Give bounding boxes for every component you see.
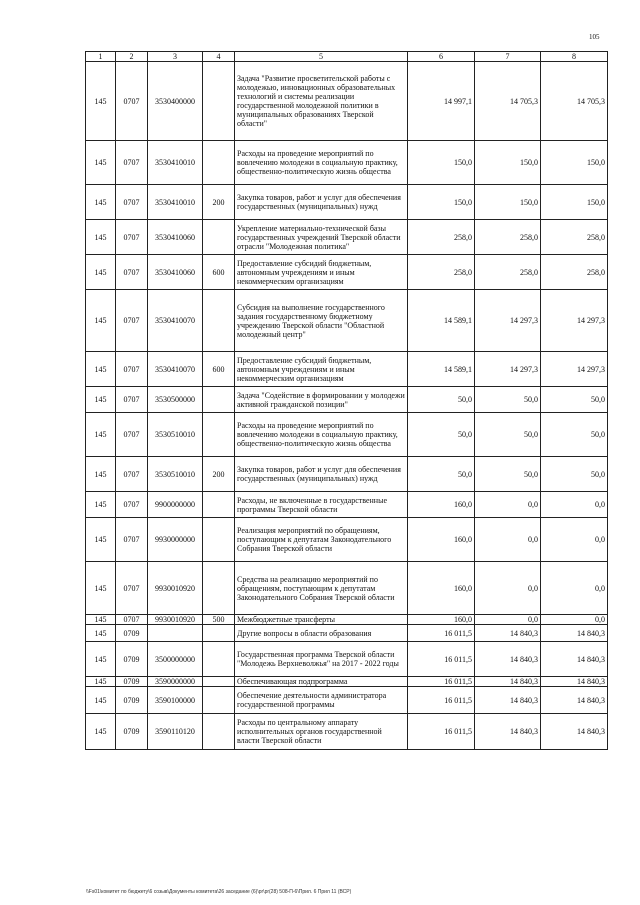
cell-section: 0707: [116, 62, 148, 141]
cell-description: Расходы на проведение мероприятий по вовлечению молодежи в социальную практику, общественно-политическую жизнь общества: [235, 413, 408, 457]
cell-section: 0707: [116, 185, 148, 220]
column-header: 8: [541, 52, 608, 62]
cell-amount-col8: 14 840,3: [541, 677, 608, 687]
cell-ved: 145: [86, 185, 116, 220]
cell-amount-col8: 14 705,3: [541, 62, 608, 141]
cell-description: Расходы на проведение мероприятий по вовлечению молодежи в социальную практику, общественно-политическую жизнь общества: [235, 141, 408, 185]
cell-target-article: 9930000000: [148, 518, 203, 562]
cell-expense-type: [203, 625, 235, 642]
cell-target-article: 3590100000: [148, 687, 203, 714]
cell-amount-col8: 14 840,3: [541, 642, 608, 677]
cell-expense-type: 200: [203, 457, 235, 492]
table-header-row: [86, 52, 608, 62]
cell-target-article: [148, 625, 203, 642]
cell-target-article: 3530410010: [148, 185, 203, 220]
cell-expense-type: [203, 677, 235, 687]
cell-expense-type: 600: [203, 255, 235, 290]
table-row: [86, 413, 608, 457]
cell-section: 0707: [116, 413, 148, 457]
table-row: [86, 352, 608, 387]
cell-amount-col7: 150,0: [475, 141, 541, 185]
cell-target-article: 3530410070: [148, 352, 203, 387]
cell-amount-col6: 160,0: [408, 615, 475, 625]
cell-section: 0709: [116, 677, 148, 687]
cell-amount-col7: 14 840,3: [475, 642, 541, 677]
cell-section: 0707: [116, 615, 148, 625]
cell-amount-col7: 14 297,3: [475, 290, 541, 352]
cell-section: 0707: [116, 255, 148, 290]
cell-expense-type: 600: [203, 352, 235, 387]
table-row: [86, 625, 608, 642]
cell-amount-col6: 16 011,5: [408, 677, 475, 687]
cell-expense-type: [203, 562, 235, 615]
cell-description: Задача "Содействие в формировании у молодежи активной гражданской позиции": [235, 387, 408, 413]
cell-expense-type: [203, 714, 235, 750]
cell-amount-col6: 16 011,5: [408, 642, 475, 677]
cell-amount-col8: 258,0: [541, 220, 608, 255]
cell-expense-type: 500: [203, 615, 235, 625]
column-header: 2: [116, 52, 148, 62]
cell-amount-col6: 258,0: [408, 220, 475, 255]
cell-amount-col6: 258,0: [408, 255, 475, 290]
cell-target-article: 3530410010: [148, 141, 203, 185]
cell-amount-col8: 50,0: [541, 387, 608, 413]
column-header: 7: [475, 52, 541, 62]
cell-amount-col8: 0,0: [541, 562, 608, 615]
cell-description: Другие вопросы в области образования: [235, 625, 408, 642]
cell-amount-col8: 0,0: [541, 492, 608, 518]
cell-amount-col7: 50,0: [475, 457, 541, 492]
cell-target-article: 3530500000: [148, 387, 203, 413]
cell-amount-col7: 50,0: [475, 413, 541, 457]
cell-expense-type: [203, 642, 235, 677]
table-row: [86, 518, 608, 562]
cell-amount-col7: 0,0: [475, 562, 541, 615]
cell-expense-type: 200: [203, 185, 235, 220]
cell-amount-col8: 50,0: [541, 413, 608, 457]
cell-ved: 145: [86, 255, 116, 290]
cell-target-article: 3530410060: [148, 255, 203, 290]
cell-amount-col6: 50,0: [408, 387, 475, 413]
cell-expense-type: [203, 518, 235, 562]
cell-expense-type: [203, 687, 235, 714]
cell-ved: 145: [86, 518, 116, 562]
cell-expense-type: [203, 387, 235, 413]
cell-description: Обеспечивающая подпрограмма: [235, 677, 408, 687]
cell-expense-type: [203, 413, 235, 457]
table-row: [86, 615, 608, 625]
cell-amount-col6: 160,0: [408, 518, 475, 562]
column-header: 4: [203, 52, 235, 62]
cell-amount-col7: 14 840,3: [475, 687, 541, 714]
cell-ved: 145: [86, 562, 116, 615]
cell-amount-col7: 0,0: [475, 492, 541, 518]
cell-ved: 145: [86, 625, 116, 642]
page-number: 105: [589, 33, 600, 41]
cell-amount-col6: 150,0: [408, 185, 475, 220]
cell-description: Закупка товаров, работ и услуг для обеспечения государственных (муниципальных) нужд: [235, 185, 408, 220]
cell-target-article: 3530400000: [148, 62, 203, 141]
cell-description: Укрепление материально-технической базы государственных учреждений Тверской области отрасли "Молодежная политика": [235, 220, 408, 255]
cell-description: Предоставление субсидий бюджетным, автономным учреждениям и иным некоммерческим организациям: [235, 352, 408, 387]
table-row: [86, 457, 608, 492]
cell-amount-col8: 14 840,3: [541, 687, 608, 714]
cell-amount-col6: 16 011,5: [408, 687, 475, 714]
cell-section: 0707: [116, 352, 148, 387]
cell-target-article: 3530410070: [148, 290, 203, 352]
cell-amount-col8: 14 297,3: [541, 290, 608, 352]
cell-description: Задача "Развитие просветительской работы с молодежью, инновационных образовательных технологий и системы реализации государственной молодежной политики в муниципальных образованиях Тверской области": [235, 62, 408, 141]
cell-amount-col6: 160,0: [408, 492, 475, 518]
cell-amount-col6: 14 997,1: [408, 62, 475, 141]
cell-ved: 145: [86, 290, 116, 352]
cell-ved: 145: [86, 141, 116, 185]
cell-target-article: 3530510010: [148, 457, 203, 492]
column-header: 1: [86, 52, 116, 62]
cell-ved: 145: [86, 220, 116, 255]
cell-amount-col6: 160,0: [408, 562, 475, 615]
cell-section: 0709: [116, 625, 148, 642]
cell-ved: 145: [86, 413, 116, 457]
table-row: [86, 677, 608, 687]
cell-amount-col7: 14 840,3: [475, 625, 541, 642]
cell-section: 0707: [116, 518, 148, 562]
cell-amount-col6: 14 589,1: [408, 352, 475, 387]
cell-description: Расходы по центральному аппарату исполнительных органов государственной власти Тверской области: [235, 714, 408, 750]
cell-amount-col7: 14 297,3: [475, 352, 541, 387]
cell-target-article: 3530510010: [148, 413, 203, 457]
cell-target-article: 9900000000: [148, 492, 203, 518]
cell-amount-col7: 14 840,3: [475, 714, 541, 750]
footer-file-path: \\Fs01\комитет по бюджету\6 созыв\Документы комитета\26 заседание (6)\pr\pr(28) 508-П-6\Прил. 6 Прил 11 (ВСР): [86, 889, 352, 895]
cell-section: 0707: [116, 290, 148, 352]
table-row: [86, 62, 608, 141]
cell-amount-col7: 50,0: [475, 387, 541, 413]
cell-amount-col7: 258,0: [475, 220, 541, 255]
cell-ved: 145: [86, 387, 116, 413]
cell-amount-col8: 150,0: [541, 141, 608, 185]
cell-ved: 145: [86, 642, 116, 677]
cell-ved: 145: [86, 457, 116, 492]
table-row: [86, 687, 608, 714]
cell-amount-col7: 258,0: [475, 255, 541, 290]
cell-section: 0707: [116, 457, 148, 492]
cell-amount-col8: 150,0: [541, 185, 608, 220]
cell-ved: 145: [86, 615, 116, 625]
cell-target-article: 3500000000: [148, 642, 203, 677]
cell-amount-col6: 16 011,5: [408, 714, 475, 750]
cell-amount-col8: 14 297,3: [541, 352, 608, 387]
cell-ved: 145: [86, 677, 116, 687]
cell-section: 0707: [116, 220, 148, 255]
cell-target-article: 3530410060: [148, 220, 203, 255]
cell-section: 0707: [116, 492, 148, 518]
cell-expense-type: [203, 62, 235, 141]
cell-description: Межбюджетные трансферты: [235, 615, 408, 625]
cell-amount-col6: 150,0: [408, 141, 475, 185]
table-row: [86, 387, 608, 413]
table-row: [86, 141, 608, 185]
cell-section: 0707: [116, 141, 148, 185]
cell-amount-col8: 14 840,3: [541, 714, 608, 750]
table-row: [86, 492, 608, 518]
cell-amount-col7: 14 705,3: [475, 62, 541, 141]
cell-description: Реализация мероприятий по обращениям, поступающим к депутатам Законодательного Собрания Тверской области: [235, 518, 408, 562]
cell-amount-col8: 0,0: [541, 518, 608, 562]
cell-section: 0709: [116, 687, 148, 714]
column-header: 3: [148, 52, 203, 62]
cell-section: 0709: [116, 642, 148, 677]
table-row: [86, 290, 608, 352]
table-row: [86, 562, 608, 615]
cell-ved: 145: [86, 62, 116, 141]
cell-section: 0707: [116, 387, 148, 413]
cell-section: 0707: [116, 562, 148, 615]
cell-expense-type: [203, 220, 235, 255]
table-row: [86, 185, 608, 220]
cell-target-article: 3590000000: [148, 677, 203, 687]
cell-amount-col7: 0,0: [475, 615, 541, 625]
cell-target-article: 9930010920: [148, 562, 203, 615]
cell-target-article: 3590110120: [148, 714, 203, 750]
cell-description: Средства на реализацию мероприятий по обращениям, поступающим к депутатам Законодательного Собрания Тверской области: [235, 562, 408, 615]
cell-description: Предоставление субсидий бюджетным, автономным учреждениям и иным некоммерческим организациям: [235, 255, 408, 290]
column-header: 6: [408, 52, 475, 62]
cell-amount-col8: 0,0: [541, 615, 608, 625]
cell-amount-col7: 14 840,3: [475, 677, 541, 687]
cell-section: 0709: [116, 714, 148, 750]
cell-amount-col7: 150,0: [475, 185, 541, 220]
cell-description: Государственная программа Тверской области "Молодежь Верхневолжья" на 2017 - 2022 годы: [235, 642, 408, 677]
cell-description: Расходы, не включенные в государственные программы Тверской области: [235, 492, 408, 518]
cell-amount-col7: 0,0: [475, 518, 541, 562]
cell-description: Субсидия на выполнение государственного задания государственному бюджетному учреждению Тверской области "Областной молодежный центр": [235, 290, 408, 352]
cell-amount-col8: 258,0: [541, 255, 608, 290]
cell-amount-col6: 50,0: [408, 457, 475, 492]
table-row: [86, 220, 608, 255]
cell-ved: 145: [86, 352, 116, 387]
cell-target-article: 9930010920: [148, 615, 203, 625]
cell-expense-type: [203, 141, 235, 185]
cell-amount-col6: 14 589,1: [408, 290, 475, 352]
cell-description: Закупка товаров, работ и услуг для обеспечения государственных (муниципальных) нужд: [235, 457, 408, 492]
cell-ved: 145: [86, 687, 116, 714]
cell-expense-type: [203, 290, 235, 352]
cell-amount-col6: 50,0: [408, 413, 475, 457]
cell-expense-type: [203, 492, 235, 518]
cell-amount-col8: 14 840,3: [541, 625, 608, 642]
table-row: [86, 255, 608, 290]
budget-table: [85, 51, 608, 750]
cell-amount-col6: 16 011,5: [408, 625, 475, 642]
table-row: [86, 714, 608, 750]
cell-ved: 145: [86, 492, 116, 518]
column-header: 5: [235, 52, 408, 62]
cell-description: Обеспечение деятельности администратора государственной программы: [235, 687, 408, 714]
cell-ved: 145: [86, 714, 116, 750]
table-row: [86, 642, 608, 677]
cell-amount-col8: 50,0: [541, 457, 608, 492]
